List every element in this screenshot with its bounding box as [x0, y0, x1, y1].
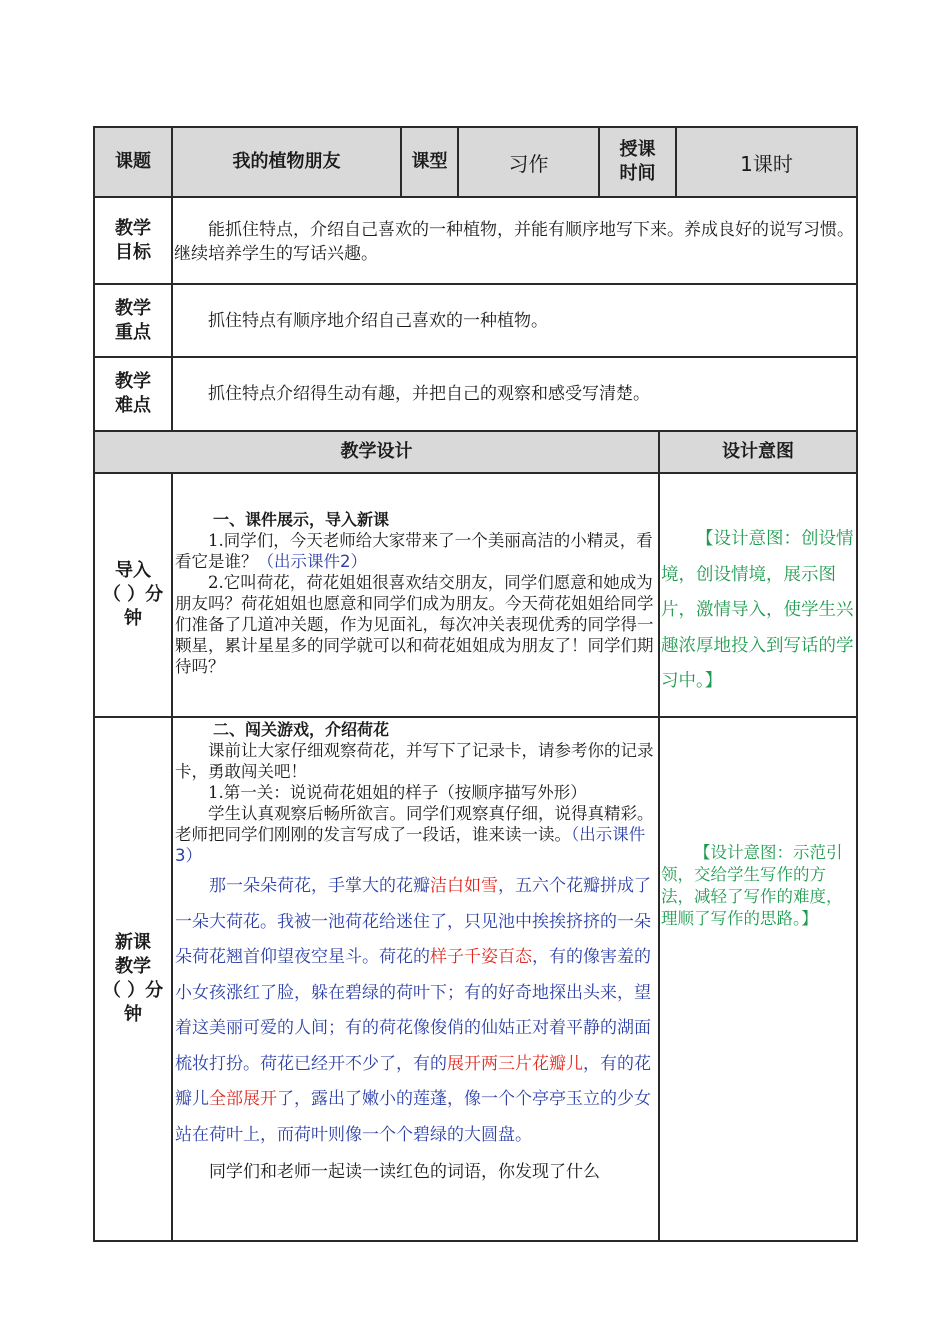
highlight-word-2: 样子千姿百态: [430, 947, 532, 967]
courseware-cue-2: （出示课件2）: [257, 552, 367, 571]
subject-value: 我的植物朋友: [232, 151, 341, 172]
new-lesson-intent-cell: [661, 842, 856, 930]
grid-line: [93, 716, 858, 718]
courseware-cue-3: （出示课件3）: [175, 825, 646, 865]
new-lesson-content: [175, 719, 655, 1191]
lesson-type-value: 习作: [508, 151, 549, 176]
goals-label: 教学 目标: [115, 217, 151, 263]
intro-paragraph-1: 1.同学们，今天老师给大家带来了一个美丽高洁的小精灵，看看它是谁？（出示课件2）: [175, 531, 653, 571]
new-lesson-paragraph-3: 学生认真观察后畅所欲言。同学们观察真仔细，说得真精彩。老师把同学们刚刚的发言写成了一段话，谁来读一读。（出示课件3）: [175, 804, 654, 865]
grid-line: [93, 472, 858, 474]
key-points-text: 抓住特点有顺序地介绍自己喜欢的一种植物。: [208, 311, 548, 331]
goals-text: 能抓住特点，介绍自己喜欢的一种植物，并能有顺序地写下来。养成良好的说写习惯。继续培养学生的写话兴趣。: [174, 220, 854, 264]
class-time-value: 1课时: [740, 151, 793, 176]
key-points-text-cell: [174, 309, 856, 333]
intro-intent-cell: [661, 522, 856, 700]
highlight-word-3: 展开两三片花瓣儿: [447, 1053, 583, 1074]
difficulties-text: 抓住特点介绍得生动有趣，并把自己的观察和感受写清楚。: [208, 384, 650, 404]
intro-content: [175, 509, 655, 677]
grid-line: [457, 126, 459, 198]
grid-line: [93, 126, 95, 1242]
lesson-type-label: 课型: [411, 151, 448, 172]
highlight-word-4: 全部展开: [209, 1089, 277, 1109]
design-column-header: 教学设计: [340, 441, 413, 462]
difficulties-text-cell: [174, 382, 856, 406]
goals-text-cell: [174, 218, 856, 266]
grid-line: [675, 126, 677, 198]
grid-line: [93, 356, 858, 358]
new-lesson-label: 新课 教学 （ ）分 钟: [102, 932, 164, 1025]
grid-line: [400, 126, 402, 198]
intro-heading: 一、课件展示，导入新课: [213, 510, 390, 529]
new-lesson-paragraph-1: 课前让大家仔细观察荷花，并写下了记录卡，请参考你的记录卡，勇敢闯关吧！: [175, 741, 654, 781]
grid-line: [93, 126, 858, 128]
grid-line: [93, 430, 858, 432]
intro-label: 导入 （ ）分 钟: [102, 560, 164, 629]
intro-paragraph-2: 2.它叫荷花，荷花姐姐很喜欢结交朋友，同学们愿意和她成为朋友吗？荷花姐姐也愿意和同学们成为朋友。今天荷花姐姐给同学们准备了几道冲关题，作为见面礼，每次冲关表现优秀的同学得一颗星，累计星星多的同学就可以和荷花姐姐成为朋友了！同学们期待吗？: [175, 573, 654, 676]
grid-line: [93, 1240, 858, 1242]
new-lesson-paragraph-4: 同学们和老师一起读一读红色的词语，你发现了什么: [209, 1162, 600, 1182]
intent-column-header: 设计意图: [722, 441, 794, 462]
intro-intent: 【设计意图：创设情境，创设情境，展示图片，激情导入，使学生兴趣浓厚地投入到写话的学习中。】: [661, 529, 854, 691]
grid-line: [93, 196, 858, 198]
difficulties-label: 教学 难点: [115, 371, 151, 416]
highlight-word-1: 洁白如雪: [430, 876, 498, 896]
new-lesson-intent: 【设计意图：示范引领，交给学生写作的方法，减轻了写作的难度，理顺了写作的思路。】: [661, 843, 843, 928]
grid-line: [171, 472, 173, 1242]
key-points-label: 教学 重点: [115, 297, 151, 343]
grid-line: [171, 126, 173, 432]
class-time-label: 授课 时间: [619, 139, 656, 184]
new-lesson-paragraph-2: 1.第一关：说说荷花姐姐的样子（按顺序描写外形）: [208, 783, 587, 802]
grid-line: [658, 430, 660, 1242]
grid-line: [93, 283, 858, 285]
new-lesson-heading: 二、闯关游戏，介绍荷花: [213, 720, 390, 739]
grid-line: [856, 126, 858, 1242]
grid-line: [598, 126, 600, 198]
subject-label: 课题: [115, 151, 151, 172]
sample-paragraph: 那一朵朵荷花，手掌大的花瓣洁白如雪，五六个花瓣拼成了一朵大荷花。我被一池荷花给迷住了，只见池中挨挨挤挤的一朵朵荷花翘首仰望夜空星斗。荷花的样子千姿百态，有的像害羞的小女孩涨红了脸，躲在碧绿的荷叶下；有的好奇地探出头来，望着这美丽可爱的人间；有的荷花像俊俏的仙姑正对着平静的湖面梳妆打扮。荷花已经开不少了，有的展开两三片花瓣儿，有的花瓣儿全部展开了，露出了嫩小的莲蓬，像一个个亭亭玉立的少女站在荷叶上，而荷叶则像一个个碧绿的大圆盘。: [175, 876, 651, 1145]
